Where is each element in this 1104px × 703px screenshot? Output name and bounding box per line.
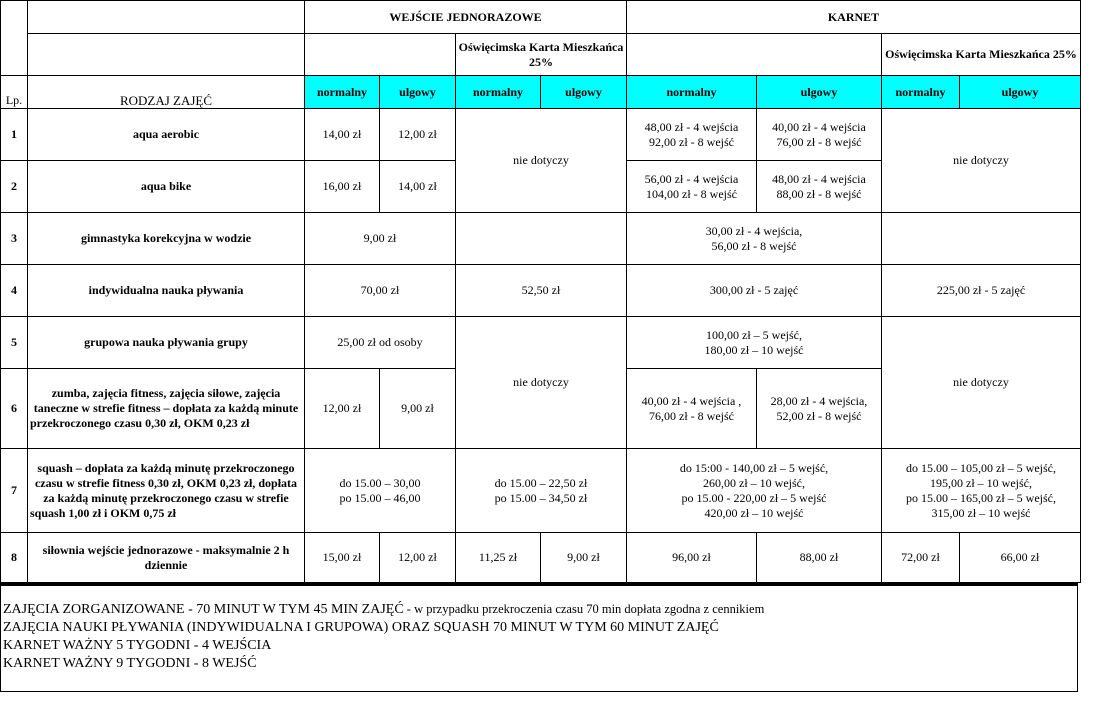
- blank-cell: [28, 34, 305, 76]
- note-line: KARNET WAŻNY 5 TYGODNI - 4 WEJŚCIA: [3, 638, 272, 653]
- price-cell: 40,00 zł - 4 wejścia 76,00 zł - 8 wejść: [757, 109, 882, 161]
- blank-cell: [882, 213, 1081, 265]
- table-row: [1, 317, 1081, 369]
- row-number: 3: [1, 213, 28, 265]
- row-number: 7: [1, 449, 28, 533]
- price-cell: 9,00 zł: [541, 533, 627, 583]
- price-cell: do 15:00 - 140,00 zł – 5 wejść, 260,00 zł – 10 wejść, po 15.00 - 220,00 zł – 5 wejść 420,00 zł – 10 wejść: [627, 449, 882, 533]
- price-cell: 40,00 zł - 4 wejścia , 76,00 zł - 8 wejść: [627, 369, 757, 449]
- table-row: [1, 213, 1081, 265]
- price-cell: 15,00 zł: [305, 533, 380, 583]
- price-cell: 66,00 zł: [960, 533, 1081, 583]
- header-reduced: ulgowy: [960, 76, 1081, 109]
- activity-name: indywidualna nauka pływania: [28, 265, 305, 317]
- row-number: 8: [1, 533, 28, 583]
- price-cell: nie dotyczy: [456, 109, 627, 213]
- activity-name: aqua bike: [28, 161, 305, 213]
- header-card-single: Oświęcimska Karta Mieszkańca 25%: [456, 34, 627, 76]
- note-text: ZAJĘCIA ZORGANIZOWANE - 70 MINUT W TYM 45 MIN ZAJĘĆ: [3, 602, 404, 617]
- table-row: [1, 109, 1081, 161]
- row-number: 5: [1, 317, 28, 369]
- blank-cell: [28, 1, 305, 34]
- activity-name: siłownia wejście jednorazowe - maksymalnie 2 h dziennie: [28, 533, 305, 583]
- price-cell: 9,00 zł: [380, 369, 456, 449]
- price-cell: nie dotyczy: [456, 317, 627, 449]
- price-cell: 100,00 zł – 5 wejść, 180,00 zł – 10 wejść: [627, 317, 882, 369]
- note-line: [1, 600, 1077, 619]
- price-cell: 16,00 zł: [305, 161, 380, 213]
- price-cell: 88,00 zł: [757, 533, 882, 583]
- row-number: 6: [1, 369, 28, 449]
- header-activity-type: RODZAJ ZAJĘĆ: [28, 76, 305, 109]
- header-pass: KARNET: [627, 1, 1081, 34]
- row-number: 1: [1, 109, 28, 161]
- header-reduced: ulgowy: [380, 76, 456, 109]
- price-cell: 52,50 zł: [456, 265, 627, 317]
- header-reduced: ulgowy: [757, 76, 882, 109]
- header-card-pass: Oświęcimska Karta Mieszkańca 25%: [882, 34, 1081, 76]
- price-cell: 25,00 zł od osoby: [305, 317, 456, 369]
- activity-name: gimnastyka korekcyjna w wodzie: [28, 213, 305, 265]
- header-single-entry: WEJŚCIE JEDNORAZOWE: [305, 1, 627, 34]
- price-cell: 300,00 zł - 5 zajęć: [627, 265, 882, 317]
- blank-cell: [627, 34, 882, 76]
- price-cell: 48,00 zł - 4 wejścia 88,00 zł - 8 wejść: [757, 161, 882, 213]
- header-normal: normalny: [456, 76, 541, 109]
- notes-section: [0, 583, 1078, 692]
- price-cell: nie dotyczy: [882, 317, 1081, 449]
- price-cell: 225,00 zł - 5 zajęć: [882, 265, 1081, 317]
- activity-name: zumba, zajęcia fitness, zajęcia siłowe, zajęcia taneczne w strefie fitness – dopłata za każdą minute przekroczonego czasu 0,30 zł, OKM 0,23 zł: [28, 369, 305, 449]
- price-cell: 12,00 zł: [305, 369, 380, 449]
- price-cell: 9,00 zł: [305, 213, 456, 265]
- price-cell: 70,00 zł: [305, 265, 456, 317]
- price-cell: nie dotyczy: [882, 109, 1081, 213]
- price-cell: 12,00 zł: [380, 533, 456, 583]
- note-line: ZAJĘCIA NAUKI PŁYWANIA (INDYWIDUALNA I GRUPOWA) ORAZ SQUASH 70 MINUT W TYM 60 MINUT ZAJĘĆ: [3, 620, 719, 635]
- note-line: KARNET WAŻNY 9 TYGODNI - 8 WEJŚĆ: [3, 656, 257, 671]
- price-cell: 48,00 zł - 4 wejścia 92,00 zł - 8 wejść: [627, 109, 757, 161]
- table-row: [1, 265, 1081, 317]
- header-normal: normalny: [882, 76, 960, 109]
- activity-name: grupowa nauka pływania grupy: [28, 317, 305, 369]
- header-normal: normalny: [305, 76, 380, 109]
- price-cell: 28,00 zł - 4 wejścia, 52,00 zł - 8 wejść: [757, 369, 882, 449]
- blank-cell: [456, 213, 627, 265]
- header-reduced: ulgowy: [541, 76, 627, 109]
- price-cell: 30,00 zł - 4 wejścia, 56,00 zł - 8 wejść: [627, 213, 882, 265]
- corner-cell: [1, 1, 28, 76]
- price-cell: do 15.00 – 105,00 zł – 5 wejść, 195,00 zł – 10 wejść, po 15.00 – 165,00 zł – 5 wejść, 315,00 zł – 10 wejść: [882, 449, 1081, 533]
- price-cell: 56,00 zł - 4 wejścia 104,00 zł - 8 wejść: [627, 161, 757, 213]
- price-cell: 96,00 zł: [627, 533, 757, 583]
- price-cell: 14,00 zł: [380, 161, 456, 213]
- price-cell: 12,00 zł: [380, 109, 456, 161]
- note-text: - w przypadku przekroczenia czasu 70 min dopłata zgodna z cennikiem: [403, 602, 765, 616]
- row-number: 2: [1, 161, 28, 213]
- price-cell: 72,00 zł: [882, 533, 960, 583]
- price-cell: do 15.00 – 30,00 po 15.00 – 46,00: [305, 449, 456, 533]
- header-lp: Lp.: [1, 76, 28, 109]
- blank-cell: [305, 34, 456, 76]
- activity-name: aqua aerobic: [28, 109, 305, 161]
- price-cell: 14,00 zł: [305, 109, 380, 161]
- table-row: [1, 449, 1081, 533]
- row-number: 4: [1, 265, 28, 317]
- activity-name: squash – dopłata za każdą minutę przekroczonego czasu w strefie fitness 0,30 zł, OKM 0,23 zł, dopłata za każdą minutę przekroczonego czasu w strefie squash 1,00 zł i OKM 0,75 zł: [28, 449, 305, 533]
- header-normal: normalny: [627, 76, 757, 109]
- price-cell: 11,25 zł: [456, 533, 541, 583]
- table-row: [1, 533, 1081, 583]
- price-cell: do 15.00 – 22,50 zł po 15.00 – 34,50 zł: [456, 449, 627, 533]
